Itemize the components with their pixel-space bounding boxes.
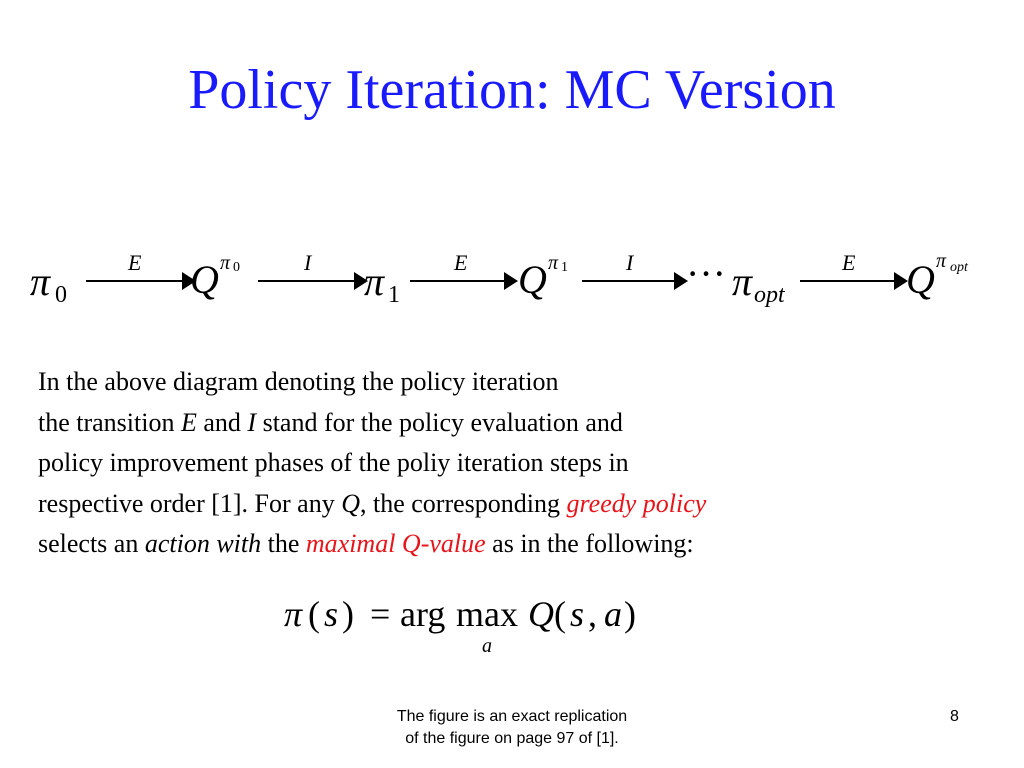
pi-opt-subscript: opt xyxy=(754,282,785,308)
formula-pi: π xyxy=(284,594,303,634)
ellipsis: ··· xyxy=(686,251,726,296)
formula-s: s xyxy=(570,594,585,634)
formula-a: a xyxy=(604,594,622,634)
arrow-label-i: I xyxy=(304,250,312,275)
formula-comma: , xyxy=(588,594,597,634)
q-piopt-symbol: Q xyxy=(906,257,935,302)
greedy-policy-highlight: greedy policy xyxy=(566,488,707,518)
pi-1-symbol: π xyxy=(364,259,385,304)
symbol-e: E xyxy=(180,407,197,437)
footer-note xyxy=(352,706,672,750)
maximal-q-value-highlight: maximal Q-value xyxy=(305,529,486,558)
formula-q: Q xyxy=(528,594,554,634)
text-segment: selects an xyxy=(38,529,145,558)
slide-title: Policy Iteration: MC Version xyxy=(188,59,836,121)
formula-arg: arg xyxy=(400,594,446,634)
q-pi0-superscript: π xyxy=(220,252,231,274)
pi-0-subscript: 0 xyxy=(55,282,67,308)
q-pi1-symbol: Q xyxy=(518,257,547,302)
policy-iteration-diagram xyxy=(30,240,1000,320)
formula-paren: ) xyxy=(342,594,354,634)
text-segment: , the corresponding xyxy=(360,488,567,518)
action-with-emphasis: action with xyxy=(144,529,262,558)
pi-opt-symbol: π xyxy=(732,259,753,304)
formula-paren: ( xyxy=(308,594,320,634)
paragraph-line-3: policy improvement phases of the poliy iteration steps in xyxy=(38,448,629,477)
text-segment: and xyxy=(196,407,248,437)
formula-s: s xyxy=(324,594,339,634)
arrow-label-e: E xyxy=(842,250,856,275)
formula-sub-a: a xyxy=(482,635,492,657)
symbol-i: I xyxy=(247,407,257,437)
text-segment: stand for the policy evaluation and xyxy=(256,407,623,437)
q-piopt-superscript: π xyxy=(936,250,947,272)
arrow-label-e: E xyxy=(454,250,468,275)
paragraph-line-1: In the above diagram denoting the policy iteration xyxy=(38,367,559,396)
pi-0-symbol: π xyxy=(30,259,51,304)
q-piopt-superscript-sub: opt xyxy=(950,260,968,275)
footer-line-1: The figure is an exact replication xyxy=(396,708,628,725)
text-segment: as in the following: xyxy=(485,529,694,558)
paragraph-line-2 xyxy=(38,403,998,444)
q-pi1-superscript: π xyxy=(548,252,559,274)
page-number: 8 xyxy=(950,708,959,725)
arrow-label-i: I xyxy=(626,250,634,275)
formula-paren: ) xyxy=(624,594,636,634)
arrow-label-e: E xyxy=(128,250,142,275)
formula-paren: ( xyxy=(554,594,566,634)
q-pi0-superscript-sub: 0 xyxy=(233,260,240,275)
text-segment: the transition xyxy=(38,407,181,437)
q-pi0-symbol: Q xyxy=(190,257,219,302)
paragraph-line-5 xyxy=(38,524,998,565)
symbol-q: Q xyxy=(341,488,360,518)
q-pi1-superscript-sub: 1 xyxy=(561,260,568,275)
body-paragraph xyxy=(38,362,998,565)
formula-max: max xyxy=(456,594,518,634)
greedy-policy-formula xyxy=(284,592,664,662)
paragraph-line-4 xyxy=(38,484,998,525)
formula-equals: = xyxy=(370,594,391,634)
pi-1-subscript: 1 xyxy=(388,282,400,308)
text-segment: respective order [1]. For any xyxy=(38,488,342,518)
text-segment: the xyxy=(261,529,306,558)
footer-line-2: of the figure on page 97 of [1]. xyxy=(405,730,619,747)
